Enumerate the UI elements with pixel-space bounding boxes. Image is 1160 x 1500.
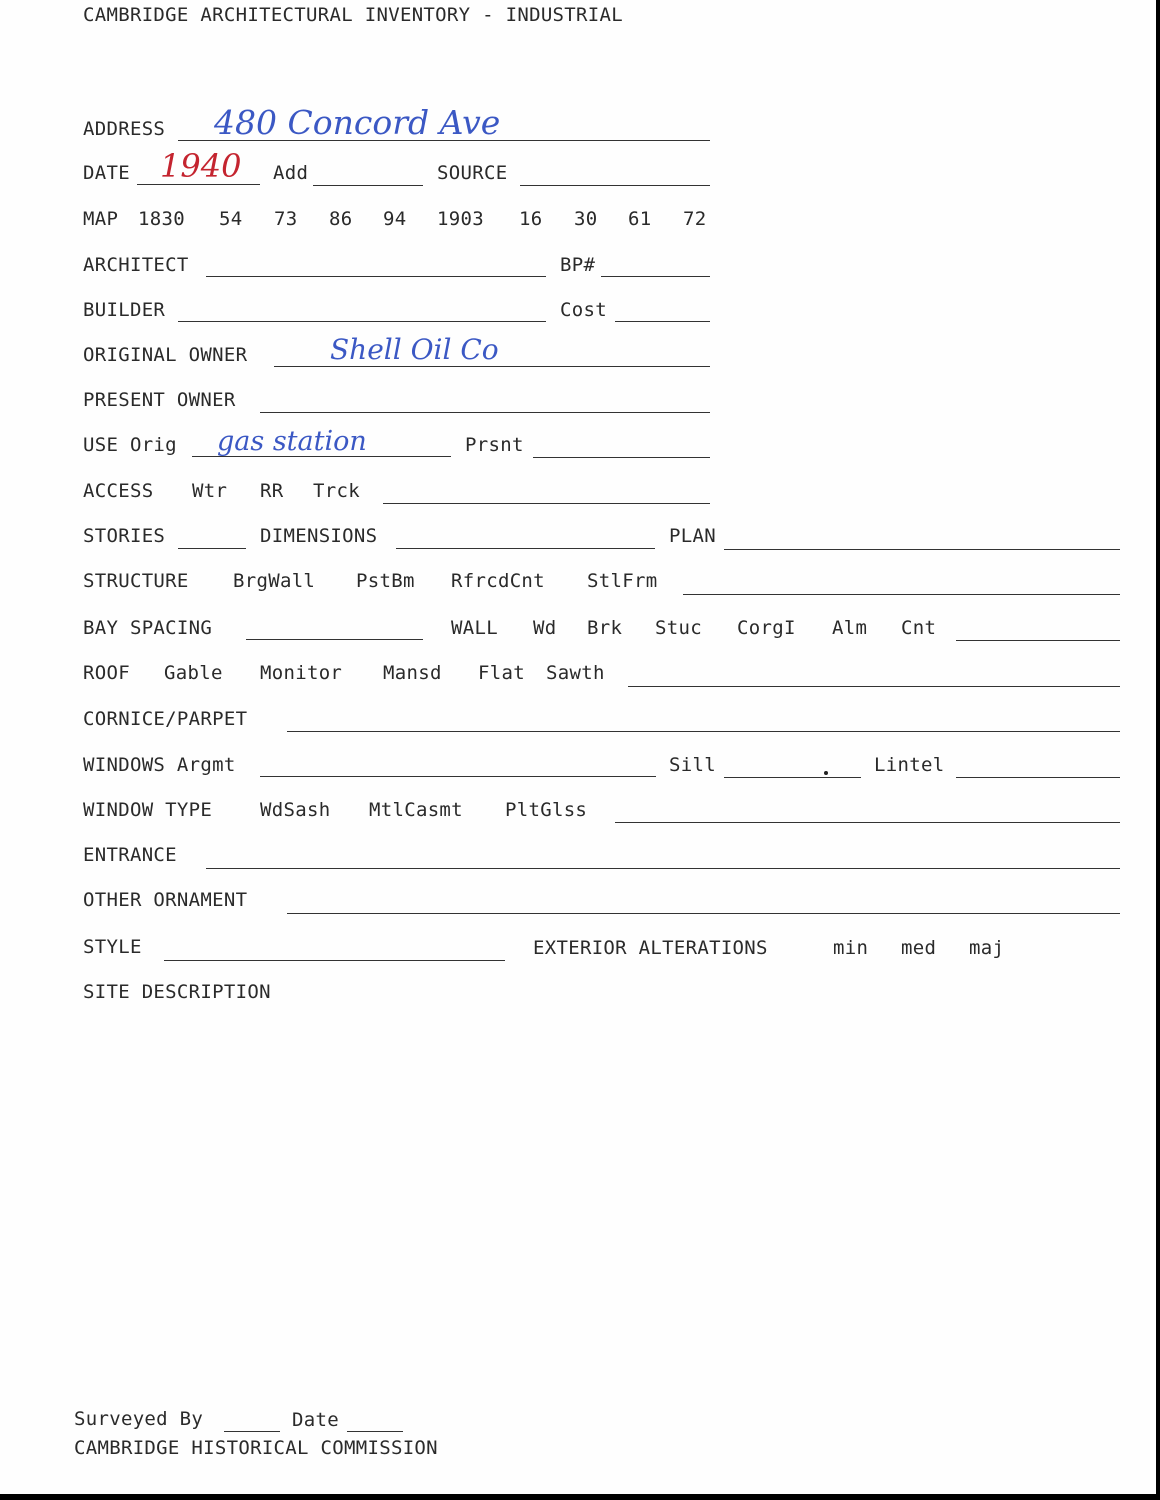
lintel-line[interactable] [956,777,1120,778]
windows-argmt-label: WINDOWS Argmt [83,754,236,776]
map-year[interactable]: 94 [383,208,407,230]
original-owner-line[interactable] [274,366,710,367]
bay-spacing-label: BAY SPACING [83,617,213,639]
map-year[interactable]: 61 [628,208,652,230]
cornice-label: CORNICE/PARPET [83,708,248,730]
prsnt-line[interactable] [533,457,710,458]
map-year[interactable]: 73 [274,208,298,230]
roof-sawth[interactable]: Sawth [546,662,605,684]
date-label: DATE [83,162,130,184]
cost-line[interactable] [615,321,710,322]
lintel-label: Lintel [874,754,945,776]
ink-dot [824,771,828,775]
prsnt-label: Prsnt [465,434,524,456]
roof-monitor[interactable]: Monitor [260,662,343,684]
access-wtr[interactable]: Wtr [192,480,228,502]
stories-line[interactable] [178,548,246,549]
structure-brgwall[interactable]: BrgWall [233,570,316,592]
window-type-label: WINDOW TYPE [83,799,213,821]
architect-line[interactable] [206,276,546,277]
sill-label: Sill [669,754,716,776]
access-line[interactable] [383,503,710,504]
footer-date-line[interactable] [347,1431,403,1432]
source-label: SOURCE [437,162,508,184]
map-year[interactable]: 16 [519,208,543,230]
map-year[interactable]: 1903 [437,208,484,230]
wall-brk[interactable]: Brk [587,617,623,639]
wall-cnt[interactable]: Cnt [901,617,937,639]
window-type-pltglss[interactable]: PltGlss [505,799,588,821]
structure-stlfrm[interactable]: StlFrm [587,570,658,592]
other-ornament-line[interactable] [287,913,1120,914]
ext-alt-maj[interactable]: maj [969,937,1005,959]
wall-corgi[interactable]: CorgI [737,617,796,639]
structure-rfrcdcnt[interactable]: RfrcdCnt [451,570,545,592]
sill-line[interactable] [724,777,861,778]
style-label: STYLE [83,936,142,958]
access-trck[interactable]: Trck [313,480,360,502]
date-value[interactable]: 1940 [160,147,242,185]
window-type-wdsash[interactable]: WdSash [260,799,331,821]
window-type-line[interactable] [615,822,1120,823]
wall-wd[interactable]: Wd [533,617,557,639]
style-line[interactable] [164,960,505,961]
plan-label: PLAN [669,525,716,547]
footer-date-label: Date [292,1409,339,1431]
bp-label: BP# [560,254,596,276]
map-year[interactable]: 1830 [138,208,185,230]
structure-line[interactable] [683,594,1120,595]
exterior-alterations-label: EXTERIOR ALTERATIONS [533,937,768,959]
roof-label: ROOF [83,662,130,684]
map-year[interactable]: 72 [683,208,707,230]
address-value[interactable]: 480 Concord Ave [214,103,501,142]
roof-mansd[interactable]: Mansd [383,662,442,684]
present-owner-line[interactable] [260,412,710,413]
dimensions-line[interactable] [396,548,655,549]
architect-label: ARCHITECT [83,254,189,276]
access-label: ACCESS [83,480,154,502]
roof-flat[interactable]: Flat [478,662,525,684]
source-line[interactable] [520,185,710,186]
builder-label: BUILDER [83,299,166,321]
wall-label: WALL [451,617,498,639]
roof-gable[interactable]: Gable [164,662,223,684]
access-rr[interactable]: RR [260,480,284,502]
cost-label: Cost [560,299,607,321]
stories-label: STORIES [83,525,166,547]
wall-line[interactable] [956,640,1120,641]
original-owner-label: ORIGINAL OWNER [83,344,248,366]
surveyed-by-label: Surveyed By [74,1408,204,1430]
windows-argmt-line[interactable] [260,776,656,777]
map-year[interactable]: 54 [219,208,243,230]
wall-stuc[interactable]: Stuc [655,617,702,639]
plan-line[interactable] [724,549,1120,550]
bp-line[interactable] [601,276,710,277]
entrance-line[interactable] [206,868,1120,869]
address-label: ADDRESS [83,118,166,140]
bay-spacing-line[interactable] [246,639,423,640]
map-label: MAP [83,208,119,230]
structure-label: STRUCTURE [83,570,189,592]
builder-line[interactable] [178,321,546,322]
dimensions-label: DIMENSIONS [260,525,378,547]
present-owner-label: PRESENT OWNER [83,389,236,411]
use-orig-label: USE Orig [83,434,177,456]
form-title: CAMBRIDGE ARCHITECTURAL INVENTORY - INDUSTRIAL [83,4,623,26]
other-ornament-label: OTHER ORNAMENT [83,889,248,911]
wall-alm[interactable]: Alm [832,617,868,639]
ext-alt-med[interactable]: med [901,937,937,959]
site-description-label: SITE DESCRIPTION [83,981,271,1003]
add-line[interactable] [313,185,423,186]
commission-name: CAMBRIDGE HISTORICAL COMMISSION [74,1437,438,1459]
window-type-mtlcasmt[interactable]: MtlCasmt [369,799,463,821]
roof-line[interactable] [628,686,1120,687]
structure-pstbm[interactable]: PstBm [356,570,415,592]
ext-alt-min[interactable]: min [833,937,869,959]
original-owner-value[interactable]: Shell Oil Co [330,333,499,366]
entrance-label: ENTRANCE [83,844,177,866]
use-orig-value[interactable]: gas station [217,426,367,457]
add-label: Add [273,162,309,184]
cornice-line[interactable] [287,731,1120,732]
map-year[interactable]: 86 [329,208,353,230]
map-year[interactable]: 30 [574,208,598,230]
surveyed-by-line[interactable] [224,1431,280,1432]
